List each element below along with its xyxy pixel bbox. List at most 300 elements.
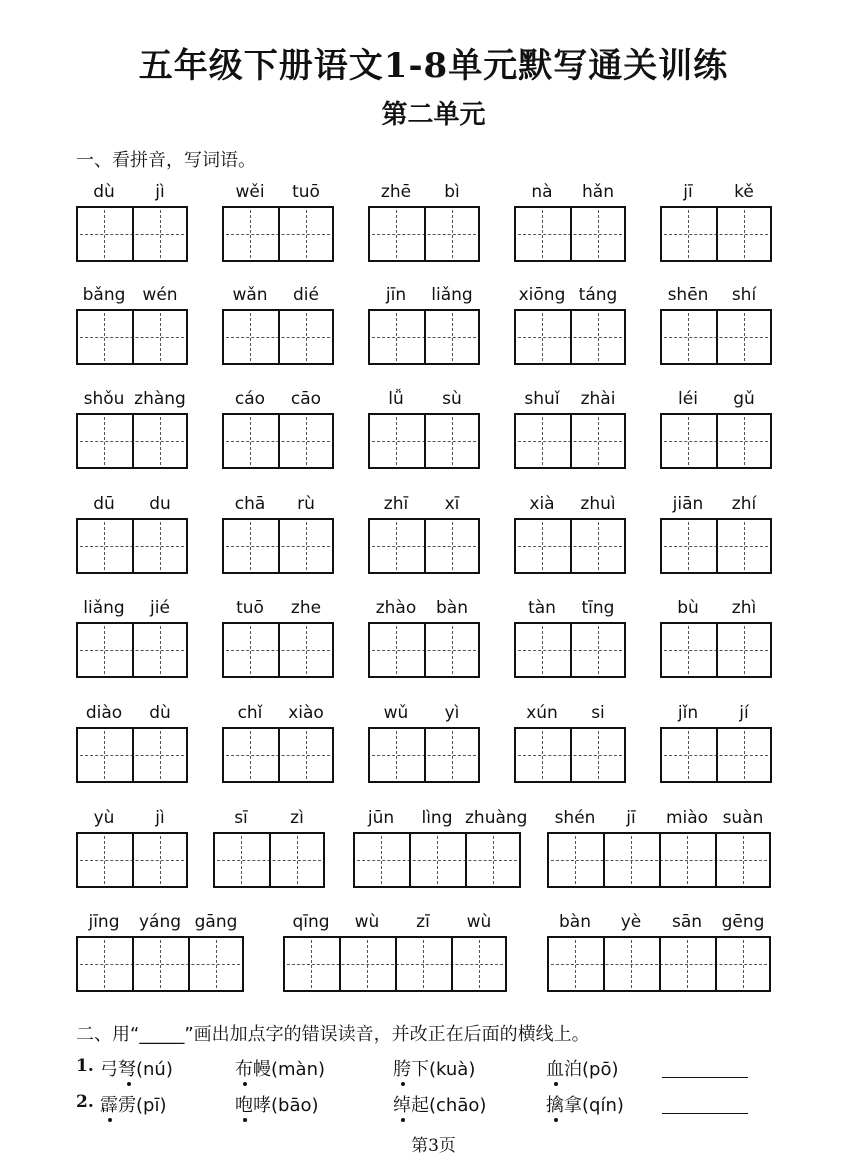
dashed-guide-vertical <box>687 836 688 884</box>
dashed-guide-vertical <box>160 626 161 674</box>
cell-divider <box>132 834 134 886</box>
writing-box[interactable] <box>547 832 771 888</box>
pinyin-label: jí <box>739 703 749 723</box>
dashed-guide-vertical <box>160 313 161 361</box>
pinyin-label: lìng <box>421 808 453 828</box>
word-with-pinyin: 咆哮(bāo) <box>235 1095 319 1116</box>
word-box-group <box>76 492 188 576</box>
writing-box[interactable] <box>514 206 626 262</box>
cell-divider <box>424 415 426 467</box>
word-box-group <box>660 283 772 367</box>
writing-box[interactable] <box>660 622 772 678</box>
cell-divider <box>603 938 605 990</box>
cell-divider <box>570 729 572 781</box>
dashed-guide-vertical <box>688 522 689 570</box>
dashed-guide-vertical <box>104 836 105 884</box>
cell-divider <box>715 834 717 886</box>
writing-box[interactable] <box>514 518 626 574</box>
dashed-guide-vertical <box>250 731 251 779</box>
dashed-guide-vertical <box>104 522 105 570</box>
word-box-group <box>283 910 507 994</box>
pinyin-label: shí <box>731 285 757 305</box>
word-with-pinyin: 霹雳(pī) <box>100 1095 167 1116</box>
cell-divider <box>278 729 280 781</box>
emphasis-dot <box>243 1118 247 1122</box>
dashed-guide-vertical <box>297 836 298 884</box>
dashed-guide-vertical <box>250 313 251 361</box>
cell-divider <box>570 311 572 363</box>
emphasis-dot <box>554 1082 558 1086</box>
word-box-group <box>368 283 480 367</box>
dashed-guide-vertical <box>250 626 251 674</box>
word-with-pinyin: 弓弩(nú) <box>100 1059 173 1080</box>
word-box-group <box>76 806 188 890</box>
pinyin-label: zhí <box>731 494 757 514</box>
emphasis-dot <box>401 1118 405 1122</box>
writing-box[interactable] <box>76 622 188 678</box>
pinyin-label: sī <box>234 808 248 828</box>
pinyin-label: nà <box>531 182 553 202</box>
dashed-guide-vertical <box>104 626 105 674</box>
cell-divider <box>716 208 718 260</box>
dashed-guide-vertical <box>744 417 745 465</box>
cell-divider <box>716 520 718 572</box>
word-box-group <box>514 492 626 576</box>
word-box-group <box>76 596 188 680</box>
cell-divider <box>424 624 426 676</box>
writing-box[interactable] <box>76 936 244 992</box>
pinyin-label: zhài <box>580 389 616 409</box>
pinyin-label: gǔ <box>733 389 755 409</box>
pinyin-label: diào <box>85 703 123 723</box>
emphasis-dot <box>401 1082 405 1086</box>
writing-box[interactable] <box>222 309 334 365</box>
pinyin-label: jì <box>155 182 165 202</box>
word-box-group <box>514 701 626 785</box>
word-box-group <box>368 596 480 680</box>
pinyin-label: wù <box>354 912 380 932</box>
emphasis-dot <box>108 1118 112 1122</box>
dashed-guide-vertical <box>104 210 105 258</box>
cell-divider <box>570 415 572 467</box>
cell-divider <box>659 938 661 990</box>
cell-divider <box>278 208 280 260</box>
pinyin-label: sù <box>442 389 462 409</box>
word-box-group <box>368 701 480 785</box>
dashed-guide-vertical <box>542 522 543 570</box>
cell-divider <box>716 729 718 781</box>
dashed-guide-vertical <box>306 210 307 258</box>
word-box-group <box>660 596 772 680</box>
writing-box[interactable] <box>660 413 772 469</box>
writing-box[interactable] <box>222 206 334 262</box>
emphasis-dot <box>243 1082 247 1086</box>
word-box-group <box>222 180 334 264</box>
dashed-guide-vertical <box>306 731 307 779</box>
writing-box[interactable] <box>368 413 480 469</box>
cell-divider <box>409 834 411 886</box>
dashed-guide-vertical <box>306 417 307 465</box>
pinyin-label: jīng <box>88 912 120 932</box>
dashed-guide-vertical <box>104 313 105 361</box>
writing-box[interactable] <box>222 727 334 783</box>
pinyin-label: dù <box>93 182 115 202</box>
dashed-guide-vertical <box>493 836 494 884</box>
word-box-group <box>660 180 772 264</box>
dashed-guide-vertical <box>542 417 543 465</box>
pinyin-label: zhàng <box>134 389 186 409</box>
pinyin-label: xiào <box>288 703 324 723</box>
writing-box[interactable] <box>368 727 480 783</box>
word-box-group <box>368 180 480 264</box>
dashed-guide-vertical <box>575 836 576 884</box>
dashed-guide-vertical <box>598 313 599 361</box>
dashed-guide-vertical <box>452 731 453 779</box>
dashed-guide-vertical <box>479 940 480 988</box>
word-box-group <box>353 806 528 890</box>
dashed-guide-vertical <box>241 836 242 884</box>
dashed-guide-vertical <box>160 522 161 570</box>
cell-divider <box>659 834 661 886</box>
pinyin-label: du <box>149 494 171 514</box>
dashed-guide-vertical <box>367 940 368 988</box>
writing-box[interactable] <box>514 622 626 678</box>
dashed-guide-vertical <box>542 626 543 674</box>
word-box-group <box>76 701 188 785</box>
pinyin-label: lǚ <box>388 389 404 409</box>
cell-divider <box>424 208 426 260</box>
pinyin-label: dié <box>293 285 319 305</box>
dashed-guide-vertical <box>688 626 689 674</box>
pinyin-label: jīn <box>385 285 407 305</box>
pinyin-label: qīng <box>292 912 330 932</box>
writing-box[interactable] <box>213 832 325 888</box>
dashed-guide-vertical <box>452 522 453 570</box>
emphasis-dot <box>554 1118 558 1122</box>
dashed-guide-vertical <box>104 731 105 779</box>
dashed-guide-vertical <box>598 626 599 674</box>
dashed-guide-vertical <box>688 417 689 465</box>
dashed-guide-vertical <box>250 522 251 570</box>
dashed-guide-vertical <box>452 417 453 465</box>
pinyin-label: zhào <box>375 598 417 618</box>
pinyin-label: jì <box>155 808 165 828</box>
pinyin-label: zhē <box>380 182 412 202</box>
dashed-guide-vertical <box>542 313 543 361</box>
cell-divider <box>132 208 134 260</box>
pinyin-label: shǒu <box>83 389 125 409</box>
dashed-guide-vertical <box>744 522 745 570</box>
dashed-guide-vertical <box>160 836 161 884</box>
pinyin-label: zhuàng <box>465 808 528 828</box>
pinyin-label: xún <box>526 703 558 723</box>
writing-box[interactable] <box>368 622 480 678</box>
writing-box[interactable] <box>76 832 188 888</box>
writing-box[interactable] <box>353 832 521 888</box>
dashed-guide-vertical <box>631 940 632 988</box>
word-with-pinyin: 血泊(pō) <box>546 1059 619 1080</box>
pinyin-label: bàn <box>559 912 591 932</box>
dashed-guide-vertical <box>250 210 251 258</box>
answer-blank-line[interactable] <box>662 1077 748 1078</box>
dashed-guide-vertical <box>423 940 424 988</box>
pinyin-label: táng <box>578 285 618 305</box>
dashed-guide-vertical <box>306 522 307 570</box>
cell-divider <box>339 938 341 990</box>
unit-subtitle: 第二单元 <box>381 100 486 130</box>
word-box-group <box>547 806 771 890</box>
pinyin-label: bǎng <box>82 285 126 305</box>
pinyin-label: hǎn <box>582 182 614 202</box>
section2-heading: 二、用“_____”画出加点字的错误读音，并改正在后面的横线上。 <box>76 1024 590 1045</box>
dashed-guide-vertical <box>631 836 632 884</box>
cell-divider <box>395 938 397 990</box>
pinyin-label: tuō <box>236 598 264 618</box>
dashed-guide-vertical <box>743 836 744 884</box>
dashed-guide-vertical <box>396 210 397 258</box>
writing-box[interactable] <box>368 206 480 262</box>
dashed-guide-vertical <box>688 731 689 779</box>
word-box-group <box>547 910 771 994</box>
cell-divider <box>465 834 467 886</box>
pinyin-label: jié <box>150 598 170 618</box>
word-box-group <box>514 283 626 367</box>
cell-divider <box>132 938 134 990</box>
pinyin-label: bàn <box>436 598 468 618</box>
pinyin-label: suàn <box>722 808 764 828</box>
word-box-group <box>222 701 334 785</box>
pinyin-label: zī <box>416 912 430 932</box>
writing-box[interactable] <box>660 309 772 365</box>
writing-box[interactable] <box>514 413 626 469</box>
pinyin-label: tīng <box>581 598 615 618</box>
dashed-guide-vertical <box>396 313 397 361</box>
word-with-pinyin: 擒拿(qín) <box>546 1095 624 1116</box>
word-box-group <box>660 492 772 576</box>
dashed-guide-vertical <box>104 417 105 465</box>
dashed-guide-vertical <box>311 940 312 988</box>
writing-box[interactable] <box>76 413 188 469</box>
pinyin-label: yáng <box>138 912 182 932</box>
pinyin-label: yì <box>444 703 460 723</box>
pinyin-label: cáo <box>234 389 266 409</box>
pinyin-label: cāo <box>290 389 322 409</box>
writing-box[interactable] <box>76 518 188 574</box>
pinyin-label: xià <box>529 494 555 514</box>
cell-divider <box>716 624 718 676</box>
dashed-guide-vertical <box>542 731 543 779</box>
pinyin-label: xī <box>444 494 460 514</box>
dashed-guide-vertical <box>160 731 161 779</box>
writing-box[interactable] <box>368 518 480 574</box>
dashed-guide-vertical <box>216 940 217 988</box>
cell-divider <box>424 520 426 572</box>
dashed-guide-vertical <box>381 836 382 884</box>
word-box-group <box>76 283 188 367</box>
cell-divider <box>269 834 271 886</box>
dashed-guide-vertical <box>160 210 161 258</box>
pinyin-label: jūn <box>367 808 395 828</box>
pinyin-label: bì <box>444 182 460 202</box>
word-with-pinyin: 布幔(màn) <box>235 1059 326 1080</box>
writing-box[interactable] <box>222 622 334 678</box>
cell-divider <box>716 415 718 467</box>
word-box-group <box>76 180 188 264</box>
word-with-pinyin: 绰起(chāo) <box>393 1095 487 1116</box>
cell-divider <box>132 520 134 572</box>
word-box-group <box>213 806 325 890</box>
pinyin-label: dù <box>149 703 171 723</box>
pinyin-label: bù <box>677 598 699 618</box>
pinyin-label: chǐ <box>237 703 263 723</box>
writing-box[interactable] <box>283 936 507 992</box>
pinyin-label: tàn <box>528 598 556 618</box>
dashed-guide-vertical <box>396 522 397 570</box>
dashed-guide-vertical <box>160 417 161 465</box>
word-box-group <box>660 387 772 471</box>
dashed-guide-vertical <box>160 940 161 988</box>
writing-box[interactable] <box>222 518 334 574</box>
cell-divider <box>570 624 572 676</box>
pinyin-label: kě <box>734 182 754 202</box>
pinyin-label: zhī <box>383 494 409 514</box>
pinyin-label: rù <box>297 494 315 514</box>
word-box-group <box>514 596 626 680</box>
word-with-pinyin: 胯下(kuà) <box>393 1059 476 1080</box>
dashed-guide-vertical <box>542 210 543 258</box>
pinyin-label: jiān <box>672 494 704 514</box>
writing-box[interactable] <box>368 309 480 365</box>
dashed-guide-vertical <box>688 313 689 361</box>
dashed-guide-vertical <box>104 940 105 988</box>
cell-divider <box>188 938 190 990</box>
cell-divider <box>716 311 718 363</box>
dashed-guide-vertical <box>744 626 745 674</box>
pinyin-label: shén <box>554 808 596 828</box>
cell-divider <box>570 208 572 260</box>
dashed-guide-vertical <box>396 417 397 465</box>
pinyin-label: miào <box>665 808 709 828</box>
pinyin-label: wù <box>466 912 492 932</box>
cell-divider <box>132 624 134 676</box>
question-number: 1. <box>76 1056 94 1076</box>
pinyin-label: liǎng <box>431 285 473 305</box>
dashed-guide-vertical <box>452 210 453 258</box>
dashed-guide-vertical <box>598 522 599 570</box>
cell-divider <box>424 729 426 781</box>
cell-divider <box>132 415 134 467</box>
pinyin-label: wǎn <box>232 285 268 305</box>
word-box-group <box>222 596 334 680</box>
dashed-guide-vertical <box>598 210 599 258</box>
dashed-guide-vertical <box>744 313 745 361</box>
writing-box[interactable] <box>660 727 772 783</box>
cell-divider <box>278 520 280 572</box>
dashed-guide-vertical <box>306 313 307 361</box>
writing-box[interactable] <box>76 309 188 365</box>
pinyin-label: gāng <box>194 912 238 932</box>
writing-box[interactable] <box>222 413 334 469</box>
word-box-group <box>222 387 334 471</box>
word-box-group <box>76 910 244 994</box>
cell-divider <box>278 624 280 676</box>
dashed-guide-vertical <box>744 210 745 258</box>
cell-divider <box>132 729 134 781</box>
pinyin-label: yè <box>620 912 642 932</box>
pinyin-label: yù <box>93 808 115 828</box>
word-box-group <box>514 180 626 264</box>
dashed-guide-vertical <box>744 731 745 779</box>
pinyin-label: jǐn <box>677 703 699 723</box>
pinyin-label: léi <box>678 389 698 409</box>
pinyin-label: wǔ <box>383 703 409 723</box>
cell-divider <box>715 938 717 990</box>
dashed-guide-vertical <box>688 210 689 258</box>
writing-box[interactable] <box>660 206 772 262</box>
pinyin-label: wén <box>142 285 178 305</box>
writing-box[interactable] <box>547 936 771 992</box>
dashed-guide-vertical <box>452 313 453 361</box>
dashed-guide-vertical <box>452 626 453 674</box>
pinyin-label: si <box>591 703 605 723</box>
word-box-group <box>222 283 334 367</box>
dashed-guide-vertical <box>396 626 397 674</box>
worksheet-title: 五年级下册语文1-8单元默写通关训练 <box>138 46 729 86</box>
pinyin-label: zhe <box>290 598 322 618</box>
word-box-group <box>368 387 480 471</box>
pinyin-label: sān <box>671 912 703 932</box>
dashed-guide-vertical <box>396 731 397 779</box>
writing-box[interactable] <box>76 727 188 783</box>
dashed-guide-vertical <box>598 731 599 779</box>
writing-box[interactable] <box>76 206 188 262</box>
pinyin-label: tuō <box>292 182 320 202</box>
dashed-guide-vertical <box>306 626 307 674</box>
dashed-guide-vertical <box>687 940 688 988</box>
dashed-guide-vertical <box>598 417 599 465</box>
pinyin-label: gēng <box>721 912 765 932</box>
dashed-guide-vertical <box>437 836 438 884</box>
dashed-guide-vertical <box>250 417 251 465</box>
pinyin-label: jī <box>626 808 636 828</box>
answer-blank-line[interactable] <box>662 1113 748 1114</box>
pinyin-label: zhì <box>731 598 757 618</box>
cell-divider <box>278 415 280 467</box>
cell-divider <box>132 311 134 363</box>
word-box-group <box>76 387 188 471</box>
word-box-group <box>514 387 626 471</box>
pinyin-label: shuǐ <box>524 389 560 409</box>
pinyin-label: jī <box>683 182 693 202</box>
cell-divider <box>278 311 280 363</box>
pinyin-label: shēn <box>667 285 709 305</box>
section1-heading: 一、看拼音，写词语。 <box>76 150 256 171</box>
cell-divider <box>570 520 572 572</box>
pinyin-label: zhuì <box>580 494 616 514</box>
pinyin-label: zì <box>290 808 304 828</box>
pinyin-label: dū <box>93 494 115 514</box>
writing-box[interactable] <box>514 309 626 365</box>
pinyin-label: liǎng <box>83 598 125 618</box>
question-number: 2. <box>76 1092 94 1112</box>
cell-divider <box>451 938 453 990</box>
word-box-group <box>222 492 334 576</box>
writing-box[interactable] <box>514 727 626 783</box>
emphasis-dot <box>127 1082 131 1086</box>
word-box-group <box>660 701 772 785</box>
writing-box[interactable] <box>660 518 772 574</box>
dashed-guide-vertical <box>743 940 744 988</box>
